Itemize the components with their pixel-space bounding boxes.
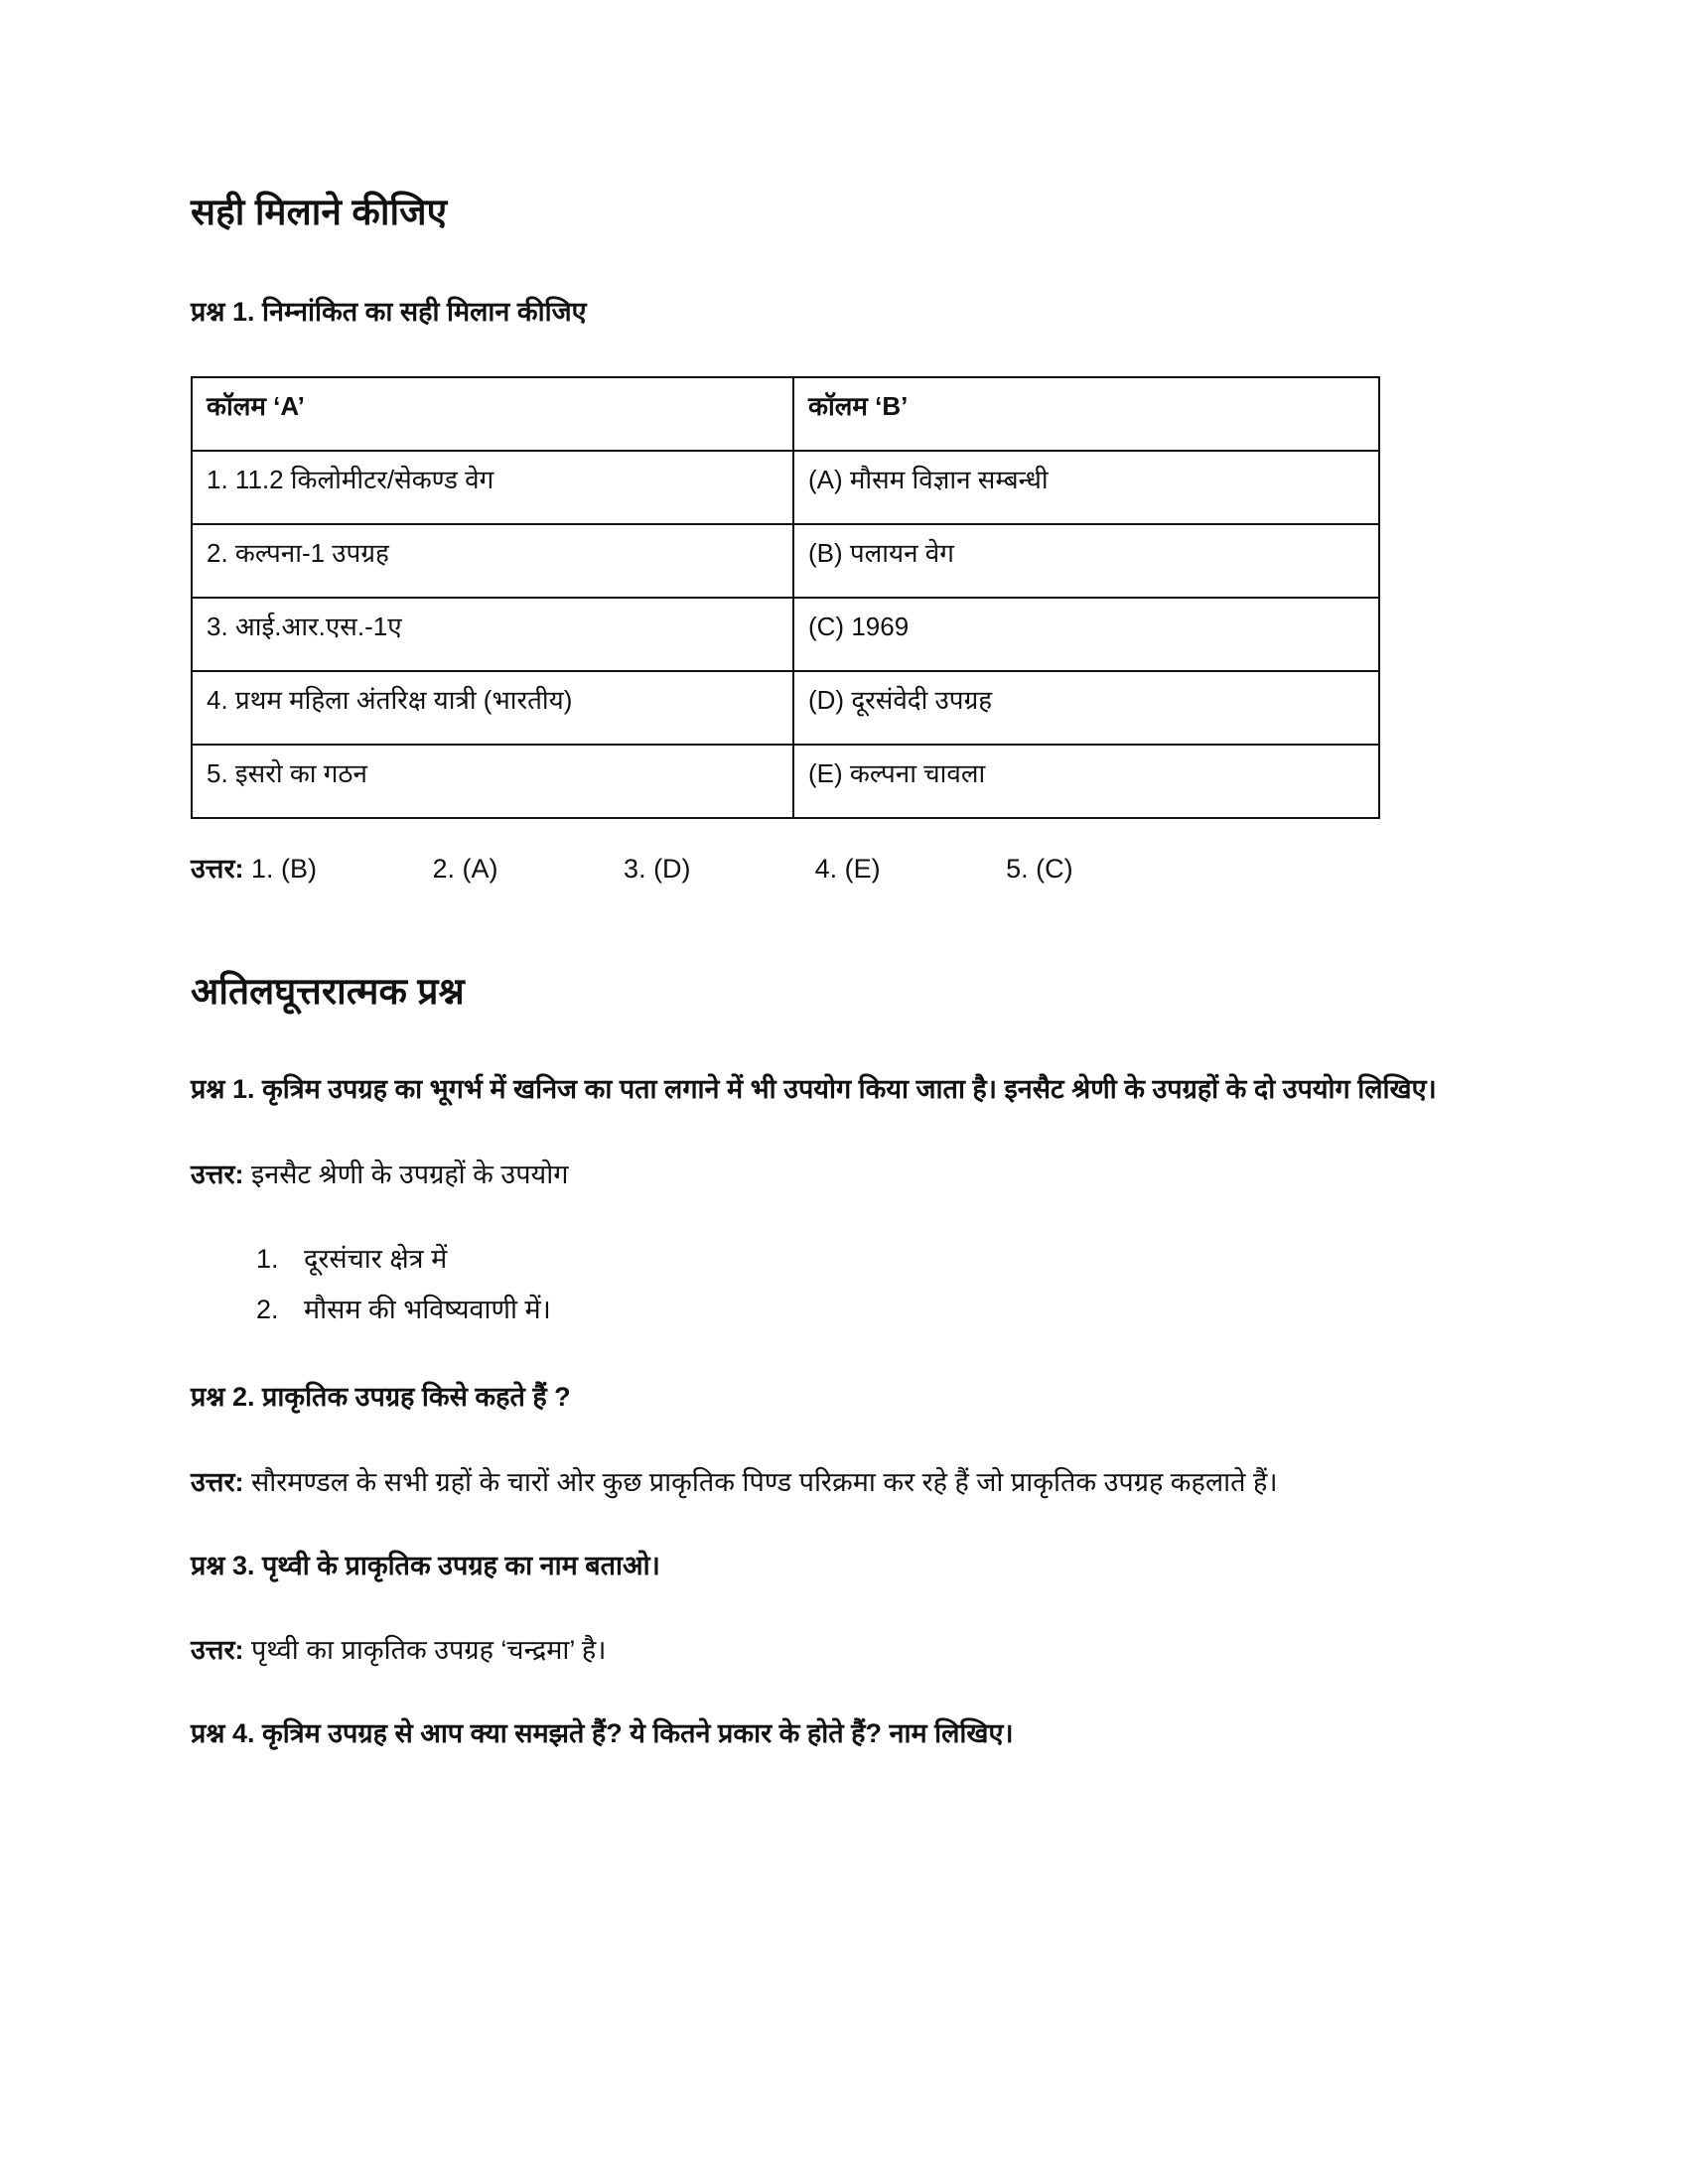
answer-item-3: 3. (D) bbox=[624, 853, 691, 884]
table-cell-b: (E) कल्पना चावला bbox=[793, 745, 1379, 818]
table-cell-a: 2. कल्पना-1 उपग्रह bbox=[192, 524, 793, 598]
answer-label: उत्तर: bbox=[191, 1466, 244, 1497]
question-4-text: प्रश्न 4. कृत्रिम उपग्रह से आप क्या समझते हैं? ये कितने प्रकार के होते हैं? नाम लिखिए। bbox=[191, 1718, 1014, 1749]
matching-table-head bbox=[192, 377, 1379, 451]
table-row bbox=[192, 451, 1379, 524]
table-row bbox=[192, 598, 1379, 671]
table-cell-b: (B) पलायन वेग bbox=[793, 524, 1379, 598]
column-header-a: कॉलम ‘A’ bbox=[192, 377, 793, 451]
matching-table bbox=[191, 376, 1380, 819]
table-cell-a: 3. आई.आर.एस.-1ए bbox=[192, 598, 793, 671]
answer-label: उत्तर: bbox=[191, 1159, 244, 1189]
answer-1-list bbox=[191, 1236, 1460, 1332]
list-item: 2. मौसम की भविष्यवाणी में। bbox=[286, 1287, 1460, 1332]
column-header-b: कॉलम ‘B’ bbox=[793, 377, 1379, 451]
page-title-short-questions: अतिलघूत्तरात्मक प्रश्न bbox=[191, 971, 465, 1013]
answer-item-5: 5. (C) bbox=[1006, 853, 1073, 884]
table-cell-b: (A) मौसम विज्ञान सम्बन्धी bbox=[793, 451, 1379, 524]
table-row bbox=[192, 745, 1379, 818]
table-cell-a: 5. इसरो का गठन bbox=[192, 745, 793, 818]
answer-label: उत्तर: bbox=[191, 1635, 244, 1666]
table-cell-b: (D) दूरसंवेदी उपग्रह bbox=[793, 671, 1379, 745]
answer-item-4: 4. (E) bbox=[814, 853, 881, 884]
matching-question-prompt: प्रश्न 1. निम्नांकित का सही मिलान कीजिए bbox=[191, 296, 587, 327]
answer-2-body: सौरमण्डल के सभी ग्रहों के चारों ओर कुछ प्राकृतिक पिण्ड परिक्रमा कर रहे हैं जो प्राकृतिक उपग्रह कहलाते हैं। bbox=[251, 1466, 1278, 1497]
question-2-text: प्रश्न 2. प्राकृतिक उपग्रह किसे कहते हैं ? bbox=[191, 1382, 571, 1413]
answer-3-body: पृथ्वी का प्राकृतिक उपग्रह ‘चन्द्रमा’ है। bbox=[251, 1635, 607, 1666]
table-row bbox=[192, 671, 1379, 745]
table-header-row bbox=[192, 377, 1379, 451]
answer-label: उत्तर: bbox=[191, 853, 244, 884]
table-row bbox=[192, 524, 1379, 598]
answer-item-2: 2. (A) bbox=[432, 853, 498, 884]
page-title-matching: सही मिलाने कीजिए bbox=[191, 192, 448, 232]
matching-table-body bbox=[192, 451, 1379, 818]
answer-1-text bbox=[191, 1154, 1460, 1197]
table-cell-b: (C) 1969 bbox=[793, 598, 1379, 671]
answer-1-body: इनसैट श्रेणी के उपग्रहों के उपयोग bbox=[251, 1159, 569, 1189]
matching-answer-row bbox=[191, 849, 1460, 889]
table-cell-a: 4. प्रथम महिला अंतरिक्ष यात्री (भारतीय) bbox=[192, 671, 793, 745]
table-cell-a: 1. 11.2 किलोमीटर/सेकण्ड वेग bbox=[192, 451, 793, 524]
answer-2-text bbox=[191, 1461, 1460, 1505]
list-item: 1. दूरसंचार क्षेत्र में bbox=[286, 1236, 1460, 1282]
answer-3-text bbox=[191, 1629, 1460, 1673]
question-1-text: प्रश्न 1. कृत्रिम उपग्रह का भूगर्भ में खनिज का पता लगाने में भी उपयोग किया जाता है। इनसैट श्रेणी के उपग्रहों के दो उपयोग लिखिए। bbox=[191, 1073, 1437, 1104]
answer-item-1: 1. (B) bbox=[251, 853, 318, 884]
question-3-text: प्रश्न 3. पृथ्वी के प्राकृतिक उपग्रह का नाम बताओ। bbox=[191, 1550, 660, 1580]
